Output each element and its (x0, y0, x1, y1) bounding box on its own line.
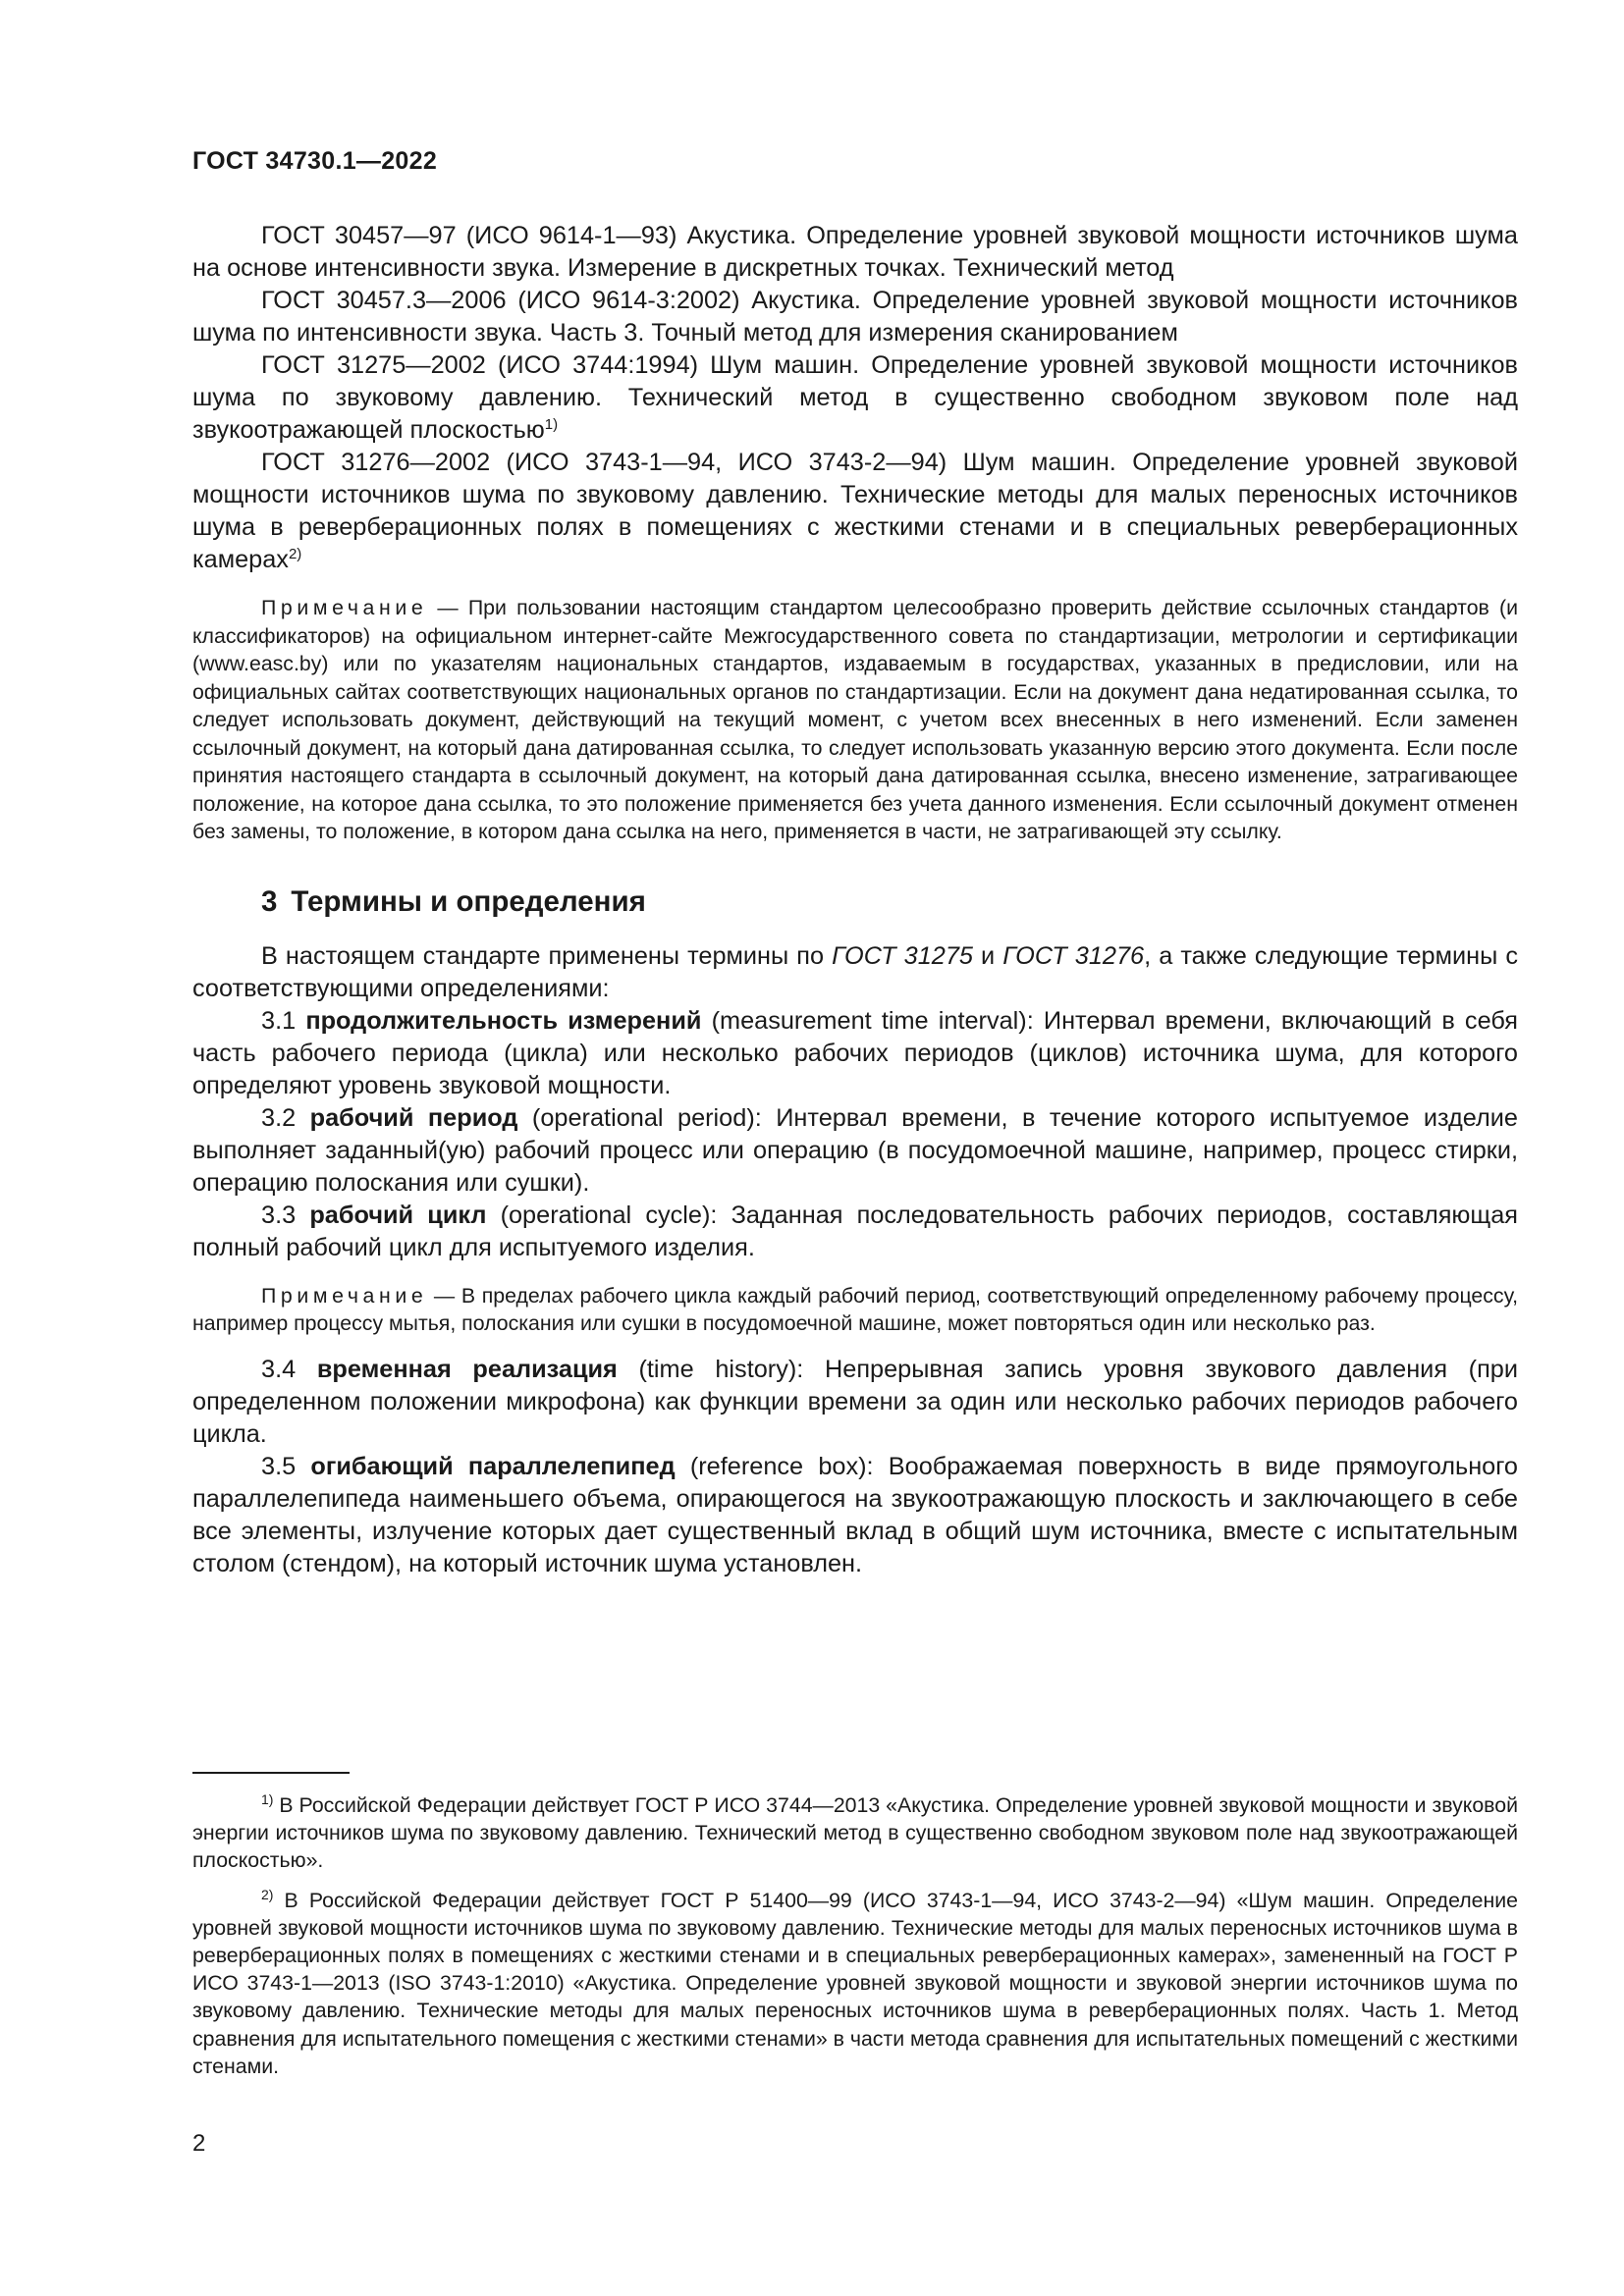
footnote-ref[interactable]: 2) (288, 546, 302, 562)
note-paragraph: Примечание — В пределах рабочего цикла каждый рабочий период, соответствующий определенному рабочему процессу, например процессу мытья, полоскания или сушки в посудомоечной машине, может повторяться один или несколько раз. (192, 1283, 1518, 1335)
footnote: $^{1)}$ В Российской Федерации действует ГОСТ Р ИСО 3744—2013 «Акустика. Определение уровней звуковой мощности и звуковой энергии источников шума по звуковому давлению. Технический метод в существенно свободном звуковом поле над звукоотражающей плоскостью». (192, 1791, 1518, 1873)
term-definition: 3.2 рабочий период (operational period): Интервал времени, в течение которого испытуемое изделие выполняет заданный(ую) рабочий процесс или операцию (в посудомоечной машине, например, процесс стирки, операцию полоскания или сушки). (192, 1103, 1518, 1197)
term-name: огибающий параллелепипед (310, 1452, 676, 1480)
note-paragraph: Примечание — При пользовании настоящим стандартом целесообразно проверить действие ссылочных стандартов (и классификаторов) на официальном интернет-сайте Межгосударственного совета по стандартизации, метрологии и сертификации (www.easc.by) или по указателям национальных стандартов, издаваемым в государствах, указанных в предисловии, или на официальных сайтах соответствующих национальных органов по стандартизации. Если на документ дана недатированная ссылка, то следует использовать документ, действующий на текущий момент, с учетом всех внесенных в него изменений. Если заменен ссылочный документ, на который дана датированная ссылка, то следует использовать указанную версию этого документа. Если после принятия настоящего стандарта в ссылочный документ, на который дана датированная ссылка, внесено изменение, затрагивающее положение, на которое дана ссылка, то это положение применяется без учета данного изменения. Если ссылочный документ отменен без замены, то положение, в котором дана ссылка на него, применяется в части, не затрагивающей эту ссылку. (192, 596, 1518, 843)
reference-entry: ГОСТ 31275—2002 (ИСО 3744:1994) Шум машин. Определение уровней звуковой мощности источников шума по звуковому давлению. Технический метод в существенно свободном звуковом поле над звукоотражающей плоскостью$^{1)}$ (192, 351, 1518, 444)
reference-entry: ГОСТ 30457—97 (ИСО 9614-1—93) Акустика. Определение уровней звуковой мощности источников шума на основе интенсивности звука. Измерение в дискретных точках. Технический метод (192, 222, 1518, 282)
reference-entry: ГОСТ 31276—2002 (ИСО 3743-1—94, ИСО 3743-2—94) Шум машин. Определение уровней звуковой мощности источников шума по звуковому давлению. Технические методы для малых переносных источников шума в реверберационных полях в помещениях с жесткими стенами и в специальных реверберационных камерах$^{2)}$ (192, 449, 1518, 573)
term-name: продолжительность измерений (305, 1006, 702, 1035)
section-intro: В настоящем стандарте применены термины по ГОСТ 31275 и ГОСТ 31276, а также следующие термины с соответствующими определениями: (192, 941, 1519, 1002)
footnotes (192, 1791, 1518, 2092)
term-name: рабочий цикл (309, 1201, 487, 1229)
standard-ref: ГОСТ 31276 (1002, 941, 1145, 970)
footnote-mark: 2) (261, 1886, 274, 1902)
standard-ref: ГОСТ 31275 (832, 941, 973, 970)
section-title: Термины и определения (291, 884, 646, 918)
reference-entry: ГОСТ 30457.3—2006 (ИСО 9614-3:2002) Акустика. Определение уровней звуковой мощности источников шума по интенсивности звука. Часть 3. Точный метод для измерения сканированием (192, 287, 1518, 347)
document-header: ГОСТ 34730.1—2022 (192, 147, 438, 175)
section-number: 3 (261, 884, 278, 918)
page-number: 2 (192, 2130, 206, 2157)
section-heading (261, 885, 1518, 919)
term-name: временная реализация (316, 1355, 618, 1383)
term-definition: 3.4 временная реализация (time history): Непрерывная запись уровня звукового давления (при определенном положении микрофона) как функции времени за один или несколько рабочих периодов рабочего цикла. (192, 1355, 1519, 1448)
body-text (192, 220, 1518, 1580)
term-definition: 3.1 продолжительность измерений (measurement time interval): Интервал времени, включающий в себя часть рабочего периода (цикла) или несколько рабочих периодов (циклов) источника шума, для которого определяют уровень звуковой мощности. (192, 1006, 1518, 1099)
footnote-ref[interactable]: 1) (544, 416, 559, 433)
footnote: $^{2)}$ В Российской Федерации действует ГОСТ Р 51400—99 (ИСО 3743-1—94, ИСО 3743-2—94) «Шум машин. Определение уровней звуковой мощности источников шума по звуковому давлению. Технические методы для малых переносных источников шума в реверберационных полях в помещениях с жесткими стенами и в специальных реверберационных камерах», замененный на ГОСТ Р ИСО 3743-1—2013 (ISO 3743-1:2010) «Акустика. Определение уровней звуковой мощности и звуковой энергии источников шума по звуковому давлению. Технические методы для малых переносных источников шума в реверберационных полях. Часть 1. Метод сравнения для испытательного помещения с жесткими стенами» в части метода сравнения для испытательных помещений с жесткими стенами. (192, 1886, 1518, 2078)
footnote-mark: 1) (261, 1791, 274, 1807)
term-definition: 3.3 рабочий цикл (operational cycle): Заданная последовательность рабочих периодов, составляющая полный рабочий цикл для испытуемого изделия. (192, 1201, 1518, 1261)
note-label: Примечание (261, 596, 428, 619)
footnote-separator (192, 1772, 350, 1774)
note-label: Примечание (261, 1283, 428, 1308)
term-name: рабочий период (309, 1103, 518, 1132)
term-definition: 3.5 огибающий параллелепипед (reference box): Воображаемая поверхность в виде прямоугольного параллелепипеда наименьшего объема, опирающегося на звукоотражающую плоскость и заключающего в себе все элементы, излучение которых дает существенный вклад в общий шум источника, вместе с испытательным столом (стендом), на который источник шума установлен. (192, 1452, 1518, 1577)
